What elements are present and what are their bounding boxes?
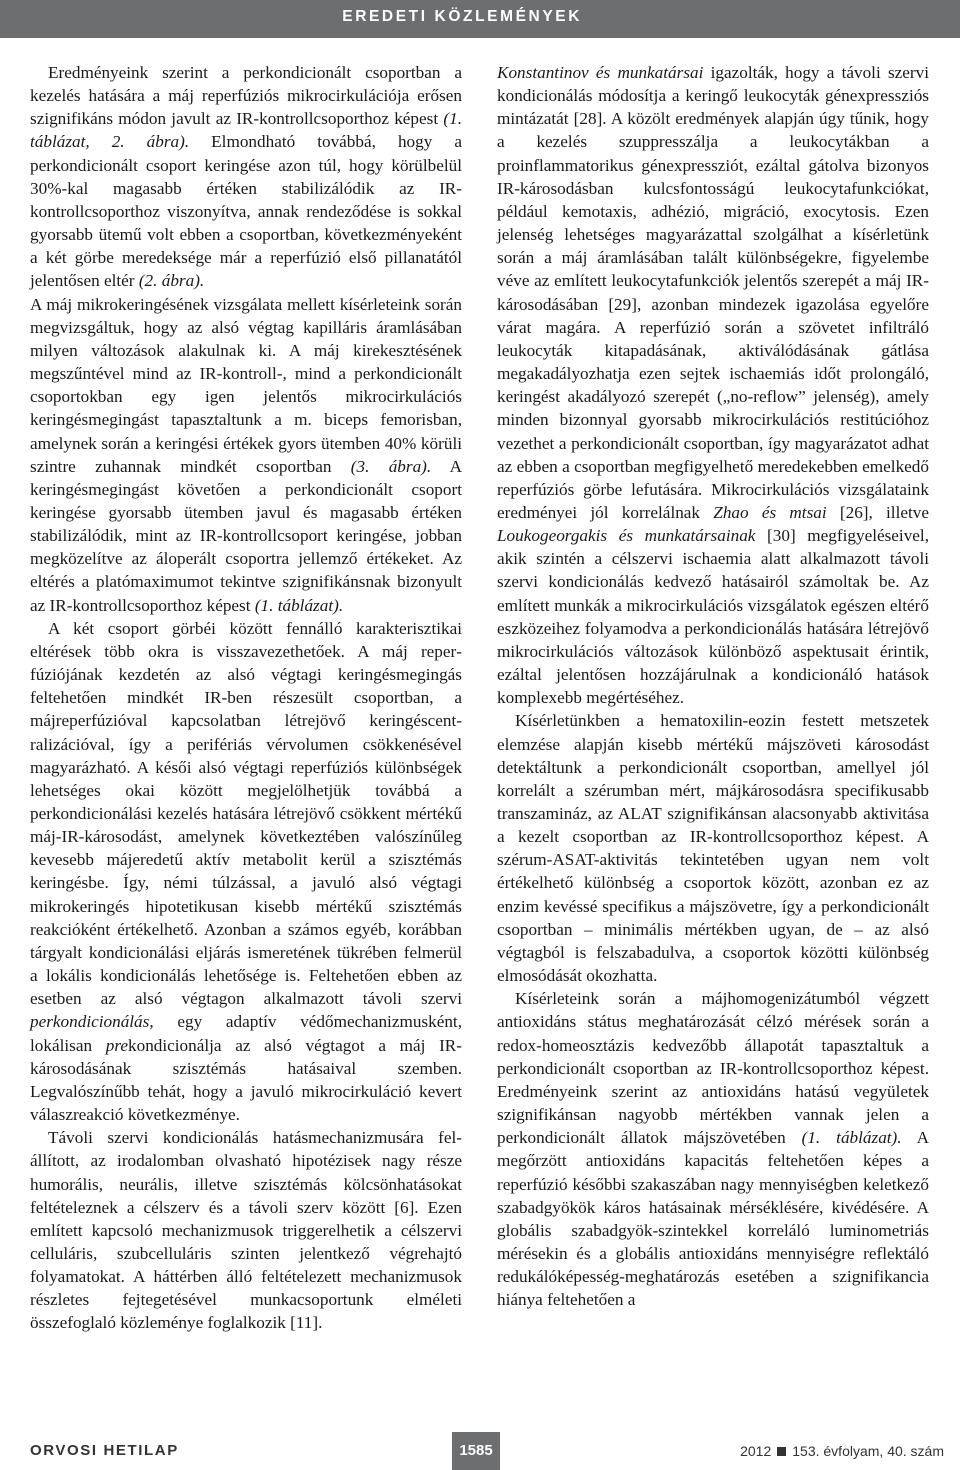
- page-number: 1585: [452, 1432, 500, 1470]
- text-run: kondicionálja az alsó végtagot a máj IR-károsodásának szisztémás hatásaival szemben. Legvalószínűbb tehát, hogy a javuló mikrocirkuláció kevert válaszreakció következménye.: [30, 1035, 462, 1125]
- text-run: [30] megfigyeléseivel, akik szintén a célszervi ischaemia alatt alkalmazott távoli szervi kondicionálás kedvező hatásairól számoltak be. Az említett munkák a mikrocirkulációs vizsgálatok egészen eltérő eszközeihez folyamodva a perkondicionálás hatására létrejövő mikrocirkulációs változások különböző aspektusait érintik, ezáltal jelentősen hozzájárulnak a kondicionáló hatások komplexebb megértéséhez.: [497, 526, 929, 708]
- page-footer: [0, 1432, 960, 1470]
- text-run: igazolták, hogy a távoli szervi kondicionálás módosítja a keringő leukocyták génexpressziós mintázatát [28]. A közölt eredmények alapján úgy tűnik, hogy a kezelés szuppresszálja a leukocytákban a proinflammatorikus génexpressziót, ezáltal gátolva bizonyos IR-károsodásban kulcsfontosságú leukocytafunkciókat, például kemotaxis, adhézió, migráció, exocytosis. Ezen jelenség lehetséges magyarázattal szolgálhat a kísérletünk során a máj áramlásában talált különbségekre, figyelembe véve az említett leukocytafunkciók jelentős szerepét a máj IR-károsodásában [29], azonban mindezek igazolása egyelőre várat magára. A reperfúzió során a szövetet infiltráló leukocyták kitapadásának, aktiválódásának gátlása megakadályozhatja ezen sejtek ischaemiás időt prolongáló, keringést akadályozó szerepét („no-reflow” jelenség), amely minden bizonnyal gyorsabb mikrocirkulációs restitúcióhoz vezethet a perkondicionált csoportban, így magyarázatot adhat az ebben a csoportban megfigyelhető meredekebben emelkedő reperfúziós görbe lefutására. Mikrocirkulációs vizsgálataink eredményei jól korrelálnak: [497, 63, 929, 522]
- left-paragraph-1: [30, 61, 462, 293]
- text-run: Eredményeink szerint a perkondicionált csoportban a kezelés hatására a máj reperfúziós mikrocirkulációja erősen szignifikáns módon javult az IR-kontrollcsoporthoz képest: [30, 63, 462, 129]
- square-bullet-icon: [777, 1447, 786, 1456]
- author-citation: Loukogeorgakis és munkatársainak: [497, 526, 756, 546]
- left-paragraph-2: [30, 293, 462, 617]
- year: 2012: [740, 1443, 772, 1459]
- text-run: A máj mikrokeringésének vizsgálata mellett kísérleteink során megvizsgáltuk, hogy az alsó végtag kapilláris áramlásában milyen változások alakulnak ki. A máj kirekesztésének megszűntével mind az IR-kontroll-, mind a perkondicionált csoportokban egy igen jelentős mikrocirkulációs keringésmegingást tapasztaltunk a m. biceps femorisban, amelynek során a keringési értékek gyors ütemben 40% körüli szintre zuhannak mindkét csoportban: [30, 294, 462, 476]
- journal-name: ORVOSI HETILAP: [30, 1442, 179, 1459]
- left-column: [30, 61, 462, 1335]
- text-run: Kísérleteink során a májhomogenizátumból végzett antioxidáns státus meghatározását célzó mérések során a redox-homeosztázis kedvezőbb állapotát tapasztaltuk a perkondicionált csoportban az IR-kontrollcsoporthoz képest. Eredményeink szerint az antioxidáns hatású vegyületek szignifikánsan nagyobb mértékben vannak jelen a perkondicionált állatok májszövetében: [497, 989, 929, 1148]
- table-reference: (1. táblázat).: [254, 595, 344, 615]
- table-reference: (1. táblázat).: [801, 1128, 902, 1148]
- figure-reference: (1. táblázat, 2. ábra).: [30, 109, 462, 152]
- text-run: Elmondható továbbá, hogy a perkondicionált csoport keringése azon túl, hogy körülbelül 30%-kal magasabb értéken stabilizálódik az IR-kontrollcsoporthoz viszonyítva, annak rendeződése is sokkal gyorsabb ütemű volt ebben a csoportban, következményeként a két görbe meredeksége már a reperfúzió első pillanatától jelentősen eltér: [30, 132, 462, 291]
- left-paragraph-4: Távoli szervi kondicionálás hatásmechanizmusára felállított, az irodalomban olvasható hipotézisek nagy része humorális, neurális, illetve szisztémás kölcsönhatásokat feltételeznek a célszerv és a távoli szerv között [6]. Ezen említett kapcsoló mechanizmusok triggerelhetik a célszervi celluláris, szubcelluláris szinten jelentkező végrehajtó folyamatokat. A háttérben álló feltételezett mechanizmusok részletes fejtegetésével munkacsoportunk elméleti összefoglaló közleménye foglalkozik [11].: [30, 1128, 462, 1333]
- header-band: [0, 0, 960, 38]
- figure-reference: (3. ábra).: [350, 456, 432, 476]
- section-label: EREDETI KÖZLEMÉNYEK: [342, 8, 582, 25]
- text-run: A két csoport görbéi között fennálló karakterisztikai eltérések több okra is visszavezethetőek. A máj reperfúziójának kezdetén az alsó végtagi keringésmegingás feltehetően mindkét IR-ben részesült csoportban, a májreperfúzióval kapcsolatban létrejövő keringéscentralizációval, így a perifériás vérvolumen csökkenésével magyarázható. A késői alsó végtagi reperfúziós különbségek lehetséges okai között megjelölhetjük továbbá a perkondicionálási kezelés hatására létrejövő csökkent mértékű máj-IR-károsodást, amelynek következtében valószínűleg kevesebb májeredetű aktív metabolit kerül a szisztémás keringésbe. Így, némi túlzással, a javuló alsó végtagi mikrokeringés hipotetikusan kisebb mértékű szisztémás reakcióként értékelhető. Azonban a számos egyéb, korábban tárgyalt kondicionálási eljárás ismeretének tükrében felmerül a lokális kondicionálás lehetősége is. Feltehetően ebben az esetben az alsó végtagon alkalmazott távoli szervi: [30, 618, 462, 1009]
- right-column: [497, 61, 929, 1311]
- text-run: A keringésmegingást követően a perkondicionált csoport keringése gyorsabb ütemben javul és magasabb értéken stabilizálódik, mint az IR-kontrollcsoport keringése, jobban megközelítve az áloperált csoportra jellemző értékeket. Az eltérés a platómaximumot tekintve szignifikánsnak bizonyult az IR-kontrollcsoporthoz képest: [30, 456, 462, 615]
- figure-reference: (2. ábra).: [138, 271, 205, 291]
- issue-info: [740, 1443, 944, 1459]
- right-paragraph-1: [497, 61, 929, 709]
- emphasis: pre: [105, 1035, 128, 1055]
- left-paragraph-3: [30, 617, 462, 1126]
- text-run: , egy adaptív védőmechanizmusként, lokálisan: [30, 1012, 462, 1055]
- right-paragraph-2: Kísérletünkben a hematoxilin-eozin festett metszetek elemzése alapján kisebb mértékű májszöveti károsodást detektáltunk a perkondicionált csoportban, amellyel jól korrelált a szérumban mért, májkárosodásra specifikusabb transzamináz, az ALAT szignifikánsan alacsonyabb aktivitása a kezelt csoportban az IR-kontrollcsoporthoz képest. A szérum-ASAT-aktivitás tekintetében ugyan nem volt értékelhető különbség a csoportok között, azonban ez az enzim kevéssé specifikus a májszövetre, így a perkondicionált csoportban – minimális mértékben ugyan, de – az alsó végtagból is felszabadulva, a csoportok közötti különbség elmosódását okozhatta.: [497, 711, 929, 986]
- emphasis: perkondicionálás: [30, 1012, 150, 1032]
- volume-info: 153. évfolyam, 40. szám: [792, 1443, 944, 1459]
- author-citation: Zhao és mtsai: [713, 502, 827, 522]
- right-paragraph-3: [497, 987, 929, 1311]
- text-run: A megőrzött antioxidáns kapacitás feltehetően képes a reperfúzió későbbi szakaszában nagy mennyiségben keletkező szabadgyökök káros hatásainak mérséklésére, kivédésére. A globális szabadgyök-szintekkel korreláló luminometriás mérésekin és a globális antioxidáns mennyiségre reflektáló redukálóképesség-meghatározás esetében a szignifikancia hiánya feltehetően a: [497, 1128, 930, 1310]
- author-citation: Konstantinov és munkatársai: [497, 63, 704, 82]
- text-run: [26], illetve: [826, 502, 929, 522]
